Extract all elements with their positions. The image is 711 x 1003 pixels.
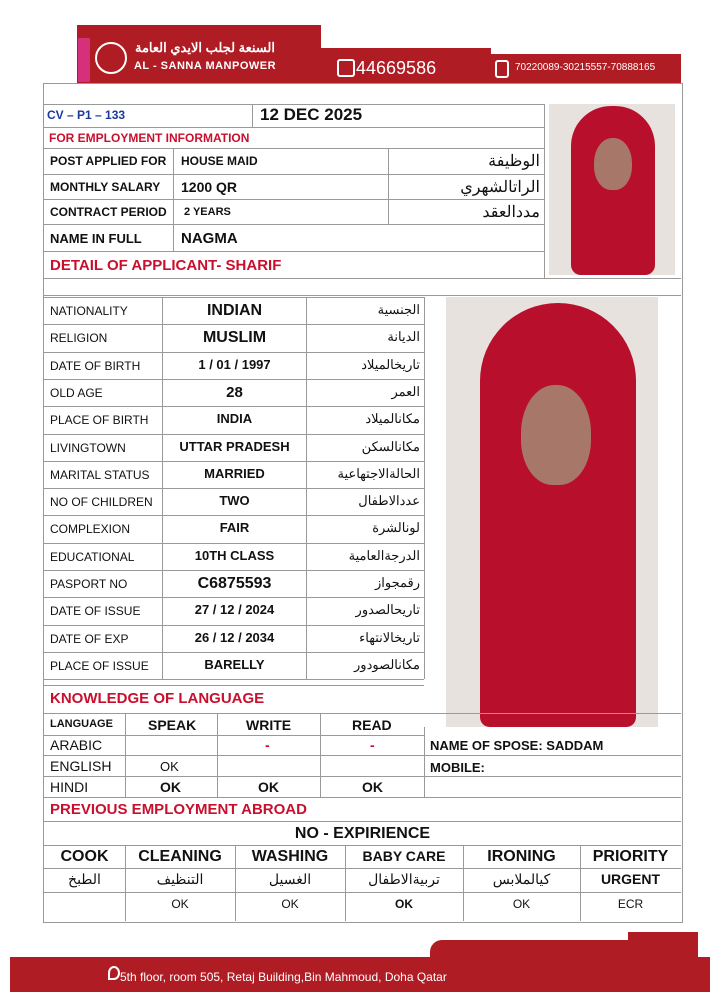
field-label-place-of-birth: PLACE OF BIRTH bbox=[50, 413, 149, 427]
row-divider bbox=[44, 488, 424, 489]
skill-arabic-washing: الغسيل bbox=[268, 871, 312, 887]
field-arabic-date-of-exp: تاريخالانتهاء bbox=[359, 630, 420, 645]
field-arabic-date-of-issue: تاريحالصدور bbox=[355, 602, 420, 617]
post-applied-label: POST APPLIED FOR bbox=[50, 154, 167, 168]
field-arabic-place-of-birth: مكانالميلاد bbox=[365, 411, 420, 426]
post-applied-arabic: الوظيفة bbox=[488, 153, 540, 170]
applicant-photo-large bbox=[446, 297, 658, 727]
field-label-date-of-issue: DATE OF ISSUE bbox=[50, 604, 141, 618]
name-label: NAME IN FULL bbox=[50, 231, 142, 246]
field-label-no-of-children: NO OF CHILDREN bbox=[50, 495, 153, 509]
hindi-speak: OK bbox=[160, 779, 181, 795]
lang-english: ENGLISH bbox=[50, 758, 112, 774]
skill-value-ironing: OK bbox=[512, 897, 531, 911]
read-header: READ bbox=[352, 717, 392, 733]
header-accent-stripe bbox=[78, 38, 90, 82]
salary-arabic: الراتالشهري bbox=[460, 179, 540, 196]
field-value-place-of-birth: INDIA bbox=[216, 411, 253, 426]
footer-accent-right bbox=[628, 932, 698, 960]
field-arabic-no-of-children: عددالاطفال bbox=[358, 493, 420, 508]
field-label-date-of-birth: DATE OF BIRTH bbox=[50, 359, 141, 373]
name-value: NAGMA bbox=[181, 230, 238, 247]
language-header: LANGUAGE bbox=[50, 718, 113, 730]
speak-header: SPEAK bbox=[148, 717, 197, 733]
skill-header-cook: COOK bbox=[60, 848, 109, 865]
row-divider bbox=[44, 515, 424, 516]
field-label-place-of-issue: PLACE OF ISSUE bbox=[50, 659, 149, 673]
field-value-date-of-birth: 1 / 01 / 1997 bbox=[198, 357, 271, 372]
field-value-livingtown: UTTAR PRADESH bbox=[179, 439, 290, 454]
contract-arabic: مددالعقد bbox=[482, 204, 540, 221]
contract-value: 2 YEARS bbox=[184, 206, 231, 218]
company-name-english: AL - SANNA MANPOWER bbox=[133, 60, 277, 72]
arabic-write: - bbox=[265, 737, 270, 753]
row-divider bbox=[44, 461, 424, 462]
field-value-date-of-issue: 27 / 12 / 2024 bbox=[194, 602, 275, 617]
field-label-complexion: COMPLEXION bbox=[50, 522, 131, 536]
row-divider bbox=[44, 597, 424, 598]
spouse-name: NAME OF SPOSE: SADDAM bbox=[430, 738, 604, 753]
skill-arabic-cleaning: التنظيف bbox=[156, 871, 204, 887]
field-value-complexion: FAIR bbox=[219, 520, 250, 535]
field-arabic-nationality: الجنسية bbox=[377, 302, 420, 317]
skill-header-baby-care: BABY CARE bbox=[362, 848, 446, 864]
footer-address: 5th floor, room 505, Retaj Building,Bin Mahmoud, Doha Qatar bbox=[120, 970, 447, 984]
row-divider bbox=[44, 297, 424, 298]
arabic-read: - bbox=[370, 737, 375, 753]
location-pin-icon bbox=[108, 966, 120, 980]
row-divider bbox=[44, 324, 424, 325]
phone-icon bbox=[337, 59, 355, 77]
applicant-photo-small bbox=[549, 104, 675, 275]
field-arabic-marital-status: الحالةالاجتهاعية bbox=[337, 466, 420, 481]
skill-header-priority: PRIORITY bbox=[592, 848, 669, 865]
field-value-marital-status: MARRIED bbox=[204, 466, 265, 481]
spouse-mobile: MOBILE: bbox=[430, 760, 485, 775]
contract-label: CONTRACT PERIOD bbox=[50, 205, 167, 219]
field-value-nationality: INDIAN bbox=[206, 302, 263, 319]
skill-arabic-priority: URGENT bbox=[600, 871, 661, 887]
mobile-icon bbox=[495, 60, 509, 78]
skill-header-washing: WASHING bbox=[251, 848, 329, 865]
company-name-arabic: السنعة لجلب الايدي العامة bbox=[135, 40, 275, 55]
field-value-date-of-exp: 26 / 12 / 2034 bbox=[194, 630, 275, 645]
field-label-date-of-exp: DATE OF EXP bbox=[50, 632, 129, 646]
hindi-read: OK bbox=[362, 779, 383, 795]
field-value-pasport-no: C6875593 bbox=[197, 575, 272, 592]
skill-header-ironing: IRONING bbox=[487, 848, 556, 865]
row-divider bbox=[44, 434, 424, 435]
field-arabic-educational: الدرجةالعامية bbox=[348, 548, 420, 563]
row-divider bbox=[44, 652, 424, 653]
row-divider bbox=[44, 406, 424, 407]
cv-reference-number: CV – P1 – 133 bbox=[47, 108, 126, 122]
field-label-marital-status: MARITAL STATUS bbox=[50, 468, 150, 482]
field-value-place-of-issue: BARELLY bbox=[204, 657, 265, 672]
applicant-section-title: DETAIL OF APPLICANT- SHARIF bbox=[50, 257, 282, 274]
hindi-write: OK bbox=[258, 779, 279, 795]
skill-arabic-baby-care: تربيةالاطفال bbox=[368, 871, 440, 887]
field-arabic-place-of-issue: مكانالصودور bbox=[354, 657, 420, 672]
skill-value-washing: OK bbox=[281, 897, 299, 911]
skill-value-baby-care: OK bbox=[395, 897, 413, 911]
field-value-old-age: 28 bbox=[226, 384, 243, 401]
field-label-educational: EDUCATIONAL bbox=[50, 550, 135, 564]
post-applied-value: HOUSE MAID bbox=[181, 154, 258, 168]
row-divider bbox=[44, 352, 424, 353]
mobile-numbers: 70220089-30215557-70888165 bbox=[515, 62, 656, 73]
field-value-religion: MUSLIM bbox=[202, 329, 267, 346]
field-label-old-age: OLD AGE bbox=[50, 386, 103, 400]
col-divider bbox=[424, 297, 425, 679]
salary-value: 1200 QR bbox=[181, 179, 238, 195]
field-label-religion: RELIGION bbox=[50, 331, 108, 345]
field-label-pasport-no: PASPORT NO bbox=[50, 577, 128, 591]
field-arabic-religion: الديانة bbox=[387, 329, 420, 344]
company-logo-icon bbox=[95, 42, 127, 74]
row-divider bbox=[44, 379, 424, 380]
field-label-nationality: NATIONALITY bbox=[50, 304, 128, 318]
field-arabic-old-age: العمر bbox=[391, 384, 420, 399]
row-divider bbox=[44, 625, 424, 626]
field-arabic-pasport-no: رقمجواز bbox=[374, 575, 420, 590]
phone-number: 44669586 bbox=[356, 58, 437, 78]
field-arabic-livingtown: مكانالسكن bbox=[361, 439, 420, 454]
col-divider bbox=[162, 297, 163, 679]
field-value-educational: 10TH CLASS bbox=[194, 548, 275, 563]
field-label-livingtown: LIVINGTOWN bbox=[50, 441, 126, 455]
skill-value-cleaning: OK bbox=[171, 897, 189, 911]
lang-hindi: HINDI bbox=[50, 779, 89, 795]
row-divider bbox=[44, 679, 424, 680]
field-arabic-date-of-birth: تاريخالميلاد bbox=[361, 357, 420, 372]
col-divider bbox=[306, 297, 307, 679]
row-divider bbox=[44, 543, 424, 544]
lang-arabic: ARABIC bbox=[50, 737, 103, 753]
row-divider bbox=[44, 570, 424, 571]
skill-arabic-ironing: كيالملابس bbox=[492, 871, 551, 887]
skill-value-priority: ECR bbox=[617, 897, 644, 911]
english-speak: OK bbox=[160, 759, 179, 774]
previous-section-title: PREVIOUS EMPLOYMENT ABROAD bbox=[50, 801, 307, 818]
write-header: WRITE bbox=[246, 717, 292, 733]
skill-header-cleaning: CLEANING bbox=[138, 848, 222, 865]
field-arabic-complexion: لونالشرة bbox=[372, 520, 420, 535]
field-value-no-of-children: TWO bbox=[219, 493, 250, 508]
cv-date: 12 DEC 2025 bbox=[260, 105, 363, 124]
skill-arabic-cook: الطبخ bbox=[68, 871, 101, 887]
salary-label: MONTHLY SALARY bbox=[50, 180, 161, 194]
language-section-title: KNOWLEDGE OF LANGUAGE bbox=[50, 690, 265, 707]
employment-section-title: FOR EMPLOYMENT INFORMATION bbox=[49, 131, 250, 145]
previous-status: NO - EXPIRIENCE bbox=[294, 825, 431, 842]
